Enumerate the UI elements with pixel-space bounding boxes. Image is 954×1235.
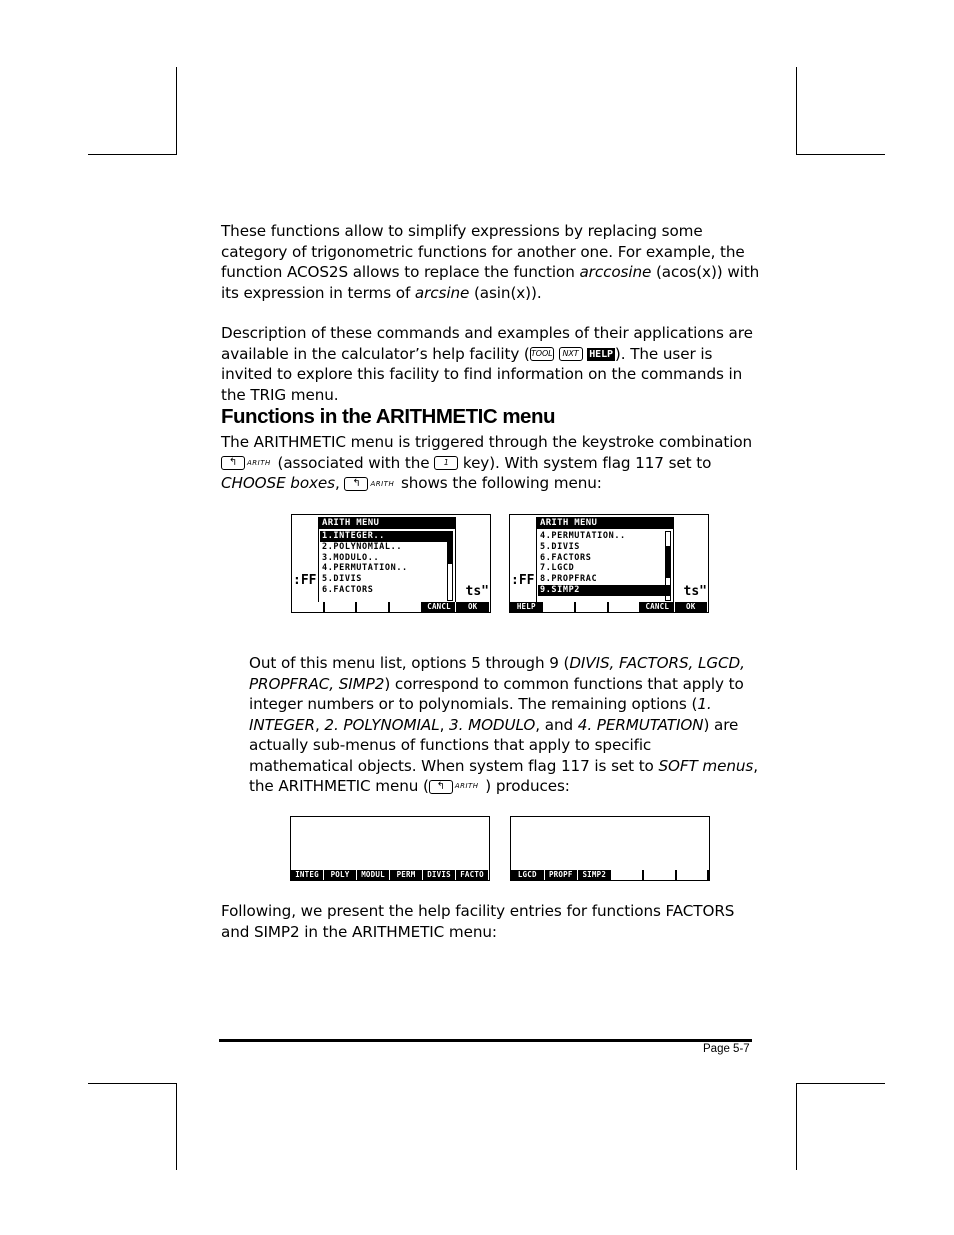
calculator-screen-1	[291, 514, 491, 613]
crop-mark	[88, 154, 177, 155]
option-permutation: 4. PERMUTATION	[577, 715, 704, 734]
calculator-screen-4	[510, 816, 710, 881]
page-number: Page 5-7	[703, 1043, 750, 1055]
footer-rule	[219, 1039, 752, 1042]
menu-item[interactable]: 4.PERMUTATION..	[540, 531, 626, 541]
softkey-bar	[510, 602, 708, 612]
softkey[interactable]	[612, 870, 645, 880]
softkey-bar	[291, 870, 489, 880]
section-text: key). With system flag 117 set to	[458, 453, 712, 472]
section-text: ,	[334, 474, 345, 493]
section-heading: Functions in the ARITHMETIC menu	[221, 405, 556, 428]
left-shift-key-icon	[344, 477, 368, 491]
menu-item[interactable]: 5.DIVIS	[322, 574, 363, 585]
intro-text: (asin(x)).	[469, 283, 542, 302]
softkey-bar	[511, 870, 709, 880]
scroll-thumb[interactable]	[448, 532, 452, 564]
stack-text-left: :FF	[511, 573, 535, 588]
crop-mark	[796, 1083, 797, 1170]
crop-mark	[796, 1083, 885, 1084]
option-modulo: 3. MODULO	[449, 715, 536, 734]
menu-item[interactable]: 6.FACTORS	[540, 552, 592, 563]
help-paragraph	[221, 323, 761, 405]
softkey[interactable]	[544, 602, 577, 612]
crop-mark	[796, 67, 797, 154]
scrollbar[interactable]	[447, 531, 453, 601]
option-integer: 1. INTEGER	[249, 695, 712, 734]
menu-description-paragraph	[249, 653, 759, 797]
paragraph-text: ,	[314, 715, 325, 734]
crop-mark	[796, 154, 885, 155]
closing-paragraph	[221, 901, 761, 942]
cancel-softkey[interactable]: CANCL	[641, 602, 675, 612]
paragraph-text: Out of this menu list, options 5 through 9 (	[249, 654, 570, 672]
function-list: DIVIS, FACTORS, LGCD, PROPFRAC, SIMP2	[249, 654, 745, 693]
arcsine-term: arcsine	[414, 283, 470, 302]
paragraph-text: ) are actually sub-menus of functions that apply to specific mathematical objects. When system flag 117 is set to	[249, 715, 739, 775]
help-text: Description of these commands and examples of their applications are available in the calculator’s help facility (	[221, 324, 753, 363]
menu-list	[538, 531, 670, 596]
menu-title: ARITH MENU	[319, 518, 455, 529]
menu-list	[320, 531, 452, 596]
poly-softkey[interactable]: POLY	[324, 870, 357, 880]
one-key-icon: 1	[434, 456, 458, 470]
help-softkey[interactable]: HELP	[510, 602, 544, 612]
propf-softkey[interactable]: PROPF	[545, 870, 579, 880]
ok-softkey[interactable]: OK	[456, 602, 490, 612]
shift-symbol: ↰	[228, 457, 238, 468]
perm-softkey[interactable]: PERM	[390, 870, 423, 880]
option-polynomial: 2. POLYNOMIAL	[324, 715, 440, 734]
crop-mark	[176, 1083, 177, 1170]
calculator-screen-2	[509, 514, 709, 613]
paragraph-text: ) correspond to common functions that apply to integer numbers or to polynomials. The remaining options (	[249, 674, 744, 713]
stack-text-right: ts"	[683, 584, 707, 599]
scrollbar[interactable]	[665, 531, 671, 601]
choose-box	[536, 517, 674, 603]
softkey[interactable]	[357, 602, 390, 612]
divis-softkey[interactable]: DIVIS	[423, 870, 456, 880]
menu-item[interactable]: 1.INTEGER..	[320, 531, 452, 542]
shift-symbol: ↰	[352, 477, 361, 489]
intro-text: (acos(x)) with its expression in terms of	[221, 263, 760, 302]
simp2-softkey[interactable]: SIMP2	[578, 870, 612, 880]
menu-item[interactable]: 7.LGCD	[540, 563, 575, 574]
arith-label: ARITH	[370, 479, 395, 488]
soft-menus-term: SOFT menus	[658, 756, 754, 775]
lgcd-softkey[interactable]: LGCD	[511, 870, 545, 880]
section-text: (associated with the	[272, 453, 435, 472]
closing-text: Following, we present the help facility entries for functions FACTORS and SIMP2 in the ARITHMETIC menu:	[221, 902, 735, 941]
softkey-bar	[292, 602, 490, 612]
shift-symbol: ↰	[436, 780, 445, 792]
section-text: The ARITHMETIC menu is triggered through the keystroke combination	[221, 433, 753, 451]
help-text: ). The user is invited to explore this facility to find information on the commands in the TRIG menu.	[221, 344, 743, 404]
tool-key-icon: TOOL	[530, 347, 554, 361]
crop-mark	[176, 67, 177, 154]
softkey[interactable]	[576, 602, 609, 612]
menu-title: ARITH MENU	[537, 518, 673, 529]
softkey[interactable]	[325, 602, 358, 612]
paragraph-text: , and	[535, 715, 578, 734]
arith-label: ARITH	[454, 782, 479, 791]
paragraph-text: ,	[439, 715, 450, 734]
softkey[interactable]	[644, 870, 677, 880]
arccosine-term: arccosine	[579, 263, 652, 281]
calculator-screen-3	[290, 816, 490, 881]
softkey[interactable]	[292, 602, 325, 612]
stack-text-left: :FF	[293, 573, 317, 588]
choose-boxes-term: CHOOSE boxes	[221, 474, 335, 493]
softkey[interactable]	[390, 602, 423, 612]
choose-box	[318, 517, 456, 603]
facto-softkey[interactable]: FACTO	[456, 870, 489, 880]
modul-softkey[interactable]: MODUL	[357, 870, 390, 880]
menu-item[interactable]: 8.PROPFRAC	[540, 574, 598, 585]
arith-label: ARITH	[247, 458, 271, 467]
menu-item[interactable]: 5.DIVIS	[540, 541, 581, 552]
menu-item[interactable]: 4.PERMUTATION..	[322, 563, 408, 574]
section-paragraph	[221, 432, 761, 494]
integ-softkey[interactable]: INTEG	[291, 870, 324, 880]
intro-text: These functions allow to simplify expressions by replacing some category of trigonometric functions for another one. For example, the function ACOS2S allows to replace the function	[221, 222, 745, 281]
menu-item[interactable]: 3.MODULO..	[322, 552, 380, 563]
nxt-key-icon: NXT	[559, 347, 583, 361]
scroll-thumb[interactable]	[666, 546, 670, 578]
menu-item[interactable]: 2.POLYNOMIAL..	[322, 541, 403, 552]
stack-text-right: ts"	[465, 584, 489, 599]
crop-mark	[88, 1083, 177, 1084]
softkey[interactable]	[609, 602, 642, 612]
paragraph-text: ) produces:	[480, 777, 570, 795]
cancel-softkey[interactable]: CANCL	[423, 602, 457, 612]
ok-softkey[interactable]: OK	[675, 602, 709, 612]
menu-item[interactable]: 6.FACTORS	[322, 584, 374, 595]
softkey[interactable]	[677, 870, 710, 880]
left-shift-key-icon	[429, 780, 453, 794]
menu-item[interactable]: 9.SIMP2	[538, 585, 670, 596]
left-shift-key-icon	[221, 456, 245, 470]
help-softkey-icon: HELP	[589, 348, 613, 360]
paragraph-text: , the ARITHMETIC menu (	[249, 756, 758, 795]
intro-paragraph	[221, 221, 761, 303]
section-text: shows the following menu:	[396, 474, 602, 493]
